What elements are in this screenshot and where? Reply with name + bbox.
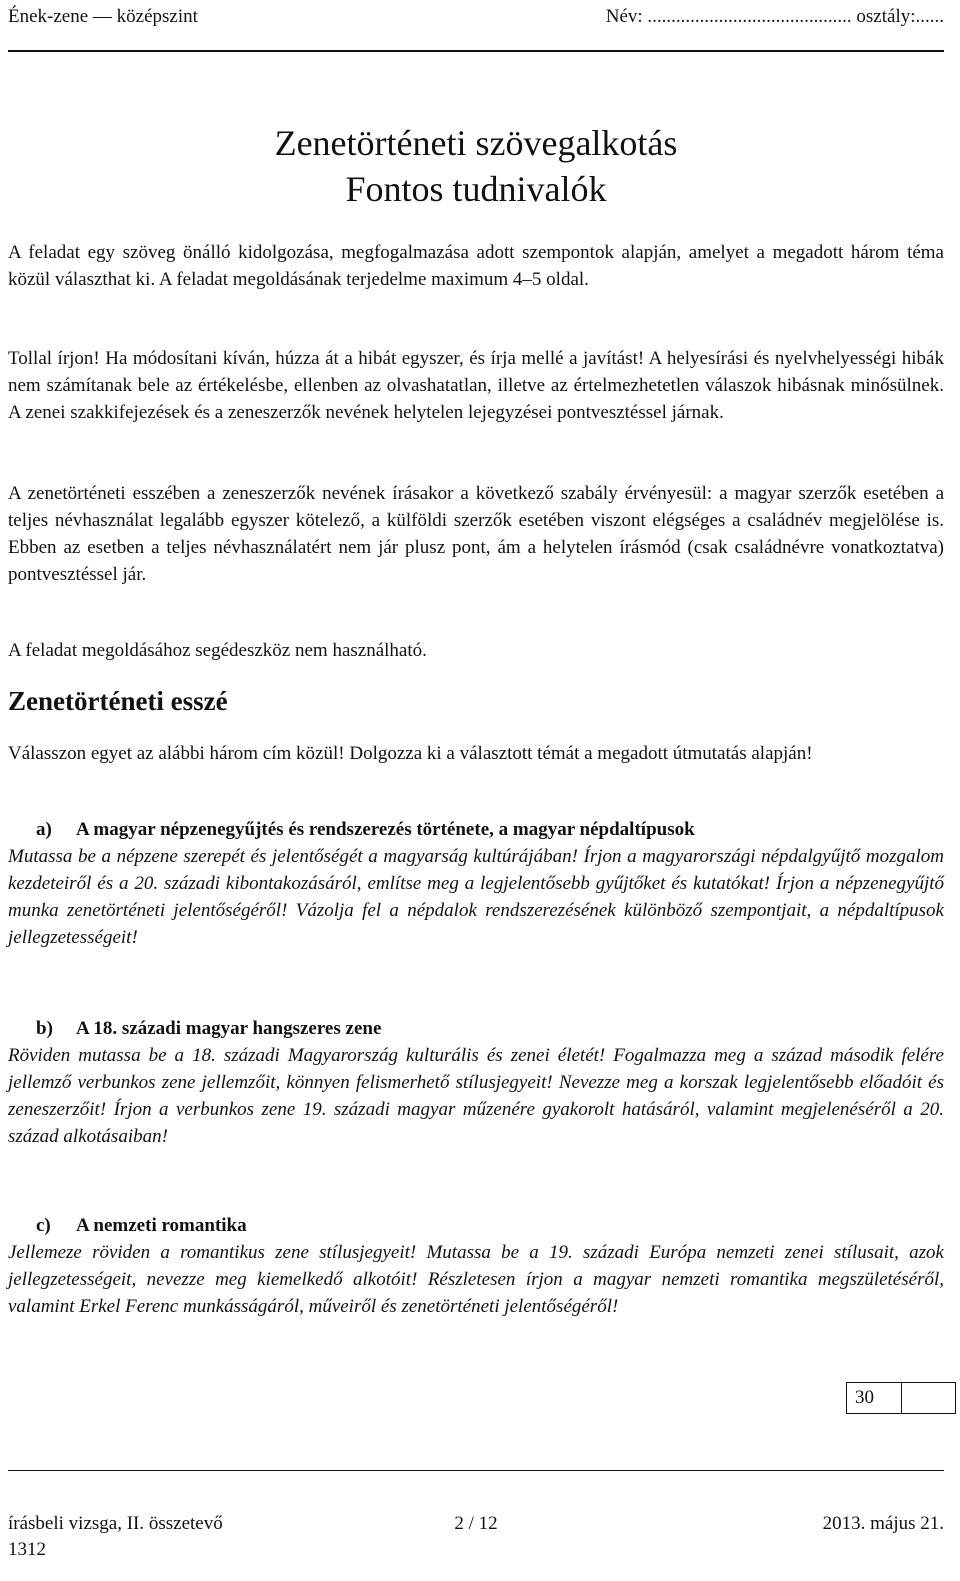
topic-c	[8, 1212, 944, 1320]
paragraph-3: A zenetörténeti esszében a zeneszerzők nevének írásakor a következő szabály érvényesül: a magyar szerzők esetében a teljes névhasználat legalább egyszer kötelező, a külföldi szerzők esetében viszont elégséges a családnév megjelölése is. Ebben az esetben a teljes névhasználatért nem jár plusz pont, ám a helytelen írásmód (csak családnévre vonatkoztatva) pontvesztéssel jár.	[8, 483, 944, 585]
subject-label: Ének-zene — középszint	[8, 6, 198, 27]
topic-title	[8, 1212, 944, 1239]
paragraph-4: A feladat megoldásához segédeszköz nem használható.	[8, 640, 427, 661]
title-line-2: Fontos tudnivalók	[345, 169, 607, 209]
topic-title-text: A magyar népzenegyűjtés és rendszerezés története, a magyar népdaltípusok	[76, 819, 695, 840]
topic-letter: b)	[36, 1018, 53, 1039]
topic-description: Jellemeze röviden a romantikus zene stílusjegyeit! Mutassa be a 19. századi Európa nemzeti zenei stílusait, azok jellegzetességeit, nevezze meg kiemelkedő alkotóit! Részletesen írjon a magyar nemzeti romantika megszületéséről, valamint Erkel Ferenc munkásságáról, műveiről és zenetörténeti jelentőségéről!	[8, 1242, 944, 1317]
instruction-text: Válasszon egyet az alábbi három cím közül! Dolgozza ki a választott témát a megadott útmutatás alapján!	[8, 743, 813, 764]
header-rule	[8, 50, 944, 52]
intro-paragraph	[8, 239, 944, 293]
score-box	[846, 1382, 956, 1414]
topic-title-text: A 18. századi magyar hangszeres zene	[76, 1018, 382, 1039]
page-footer	[8, 1470, 944, 1560]
page-header	[8, 4, 944, 46]
topic-letter: a)	[36, 819, 52, 840]
max-score: 30	[855, 1387, 874, 1408]
topic-a	[8, 816, 944, 951]
paragraph-2: Tollal írjon! Ha módosítani kíván, húzza át a hibát egyszer, és írja mellé a javítást! A helyesírási és nyelvhelyességi hibák nem számítanak bele az értékelésbe, ellenben az olvashatatlan, illetve az értelmezhetetlen válaszok hibásnak minősülnek. A zenei szakkifejezések és a zeneszerzők nevének helytelen lejegyzései pontvesztéssel járnak.	[8, 348, 944, 423]
page-number: 2 / 12	[454, 1513, 498, 1534]
topic-b	[8, 1015, 944, 1150]
topic-title	[8, 816, 944, 843]
title-line-1: Zenetörténeti szövegalkotás	[274, 123, 678, 163]
page-title	[8, 120, 944, 212]
exam-date: 2013. május 21.	[822, 1513, 944, 1534]
section-title: Zenetörténeti esszé	[8, 686, 228, 716]
exam-code: 1312	[8, 1539, 46, 1560]
paragraph-1: A feladat egy szöveg önálló kidolgozása, megfogalmazása adott szempontok alapján, amelyet a megadott három téma közül választhat ki. A feladat megoldásának terjedelme maximum 4–5 oldal.	[8, 242, 944, 290]
achieved-score-field	[901, 1383, 955, 1413]
section-instruction	[8, 740, 944, 767]
names-paragraph	[8, 480, 944, 588]
topic-letter: c)	[36, 1215, 51, 1236]
topic-description: Röviden mutassa be a 18. századi Magyarország kulturális és zenei életét! Fogalmazza meg a század második felére jellemző verbunkos zene jellemzőit, könnyen felismerhető stílusjegyeit! Nevezze meg a korszak legjelentősebb előadóit és zeneszerzőit! Írjon a verbunkos zene 19. századi magyar műzenére gyakorolt hatásáról, valamint megjelenéséről a 20. század alkotásaiban!	[8, 1045, 944, 1147]
topic-title-text: A nemzeti romantika	[76, 1215, 247, 1236]
footer-rule	[8, 1470, 944, 1471]
topic-description: Mutassa be a népzene szerepét és jelentőségét a magyarság kultúrájában! Írjon a magyarországi népdalgyűjtő mozgalom kezdeteiről és a 20. századi kibontakozásáról, említse meg a legjelentősebb gyűjtőket és kutatókat! Írjon a népzenegyűjtő munka zenetörténeti jelentőségéről! Vázolja fel a népdalok rendszerezésének különböző szempontjait, a népdaltípusok jellegzetességeit!	[8, 846, 944, 948]
rules-paragraph	[8, 345, 944, 426]
exam-part-label: írásbeli vizsga, II. összetevő	[8, 1513, 223, 1534]
tools-paragraph	[8, 637, 944, 664]
name-class-field: Név: ........................................... osztály:......	[605, 6, 944, 27]
topic-title	[8, 1015, 944, 1042]
